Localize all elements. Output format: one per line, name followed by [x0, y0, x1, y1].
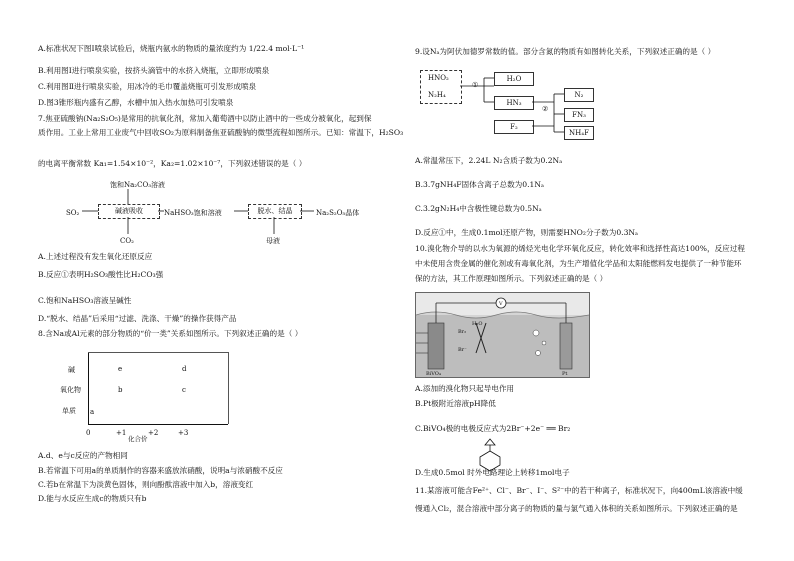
br2-label: Br₂	[458, 329, 467, 335]
q9-option-d: D.反应①中，生成0.1mol还原产物，则需要HNO₂分子数为0.3Nₐ	[415, 228, 638, 237]
flow-box-absorb: 碱液吸收	[98, 204, 160, 219]
q8-option-c: C.若b在常温下为淡黄色固体，则向酚酞溶液中加入b，溶液变红	[38, 480, 254, 489]
left-column	[38, 0, 404, 561]
q7-option-b: B.反应①表明H₂SO₃酸性比H₂CO₃强	[38, 270, 164, 279]
q7-option-d: D.“脱水、结晶”后采用“过滤、洗涤、干燥”的操作获得产品	[38, 314, 237, 323]
q9-flow-diagram	[420, 70, 620, 140]
q10-option-d: D.生成0.5mol 时外电路理论上转移1mol电子	[415, 468, 570, 477]
q10-figure	[415, 292, 590, 378]
q8-stem: 8.含Na或Al元素的部分物质的“价一类”关系如图所示。下列叙述正确的是（ ）	[38, 329, 303, 338]
flow9-arrows	[420, 70, 620, 140]
flow9-r1: ①	[472, 81, 479, 89]
q9-option-c: C.3.2gN₂H₄中含极性键总数为0.5Nₐ	[415, 204, 542, 213]
right-column	[415, 0, 765, 561]
q10-stem-line3: 保的方法，其工作原理如图所示。下列叙述正确的是（ ）	[415, 274, 608, 283]
x-tick-0: 0	[86, 429, 91, 437]
flow9-h2o-box: H₂O	[494, 72, 534, 86]
q9-option-b: B.3.7gNH₄F固体含离子总数为0.1Nₐ	[415, 180, 544, 189]
point-d: d	[182, 365, 187, 373]
flow-mid: NaHSO₃饱和溶液	[164, 209, 222, 217]
x-tick-1: +1	[116, 429, 127, 437]
x-tick-3: +3	[178, 429, 189, 437]
x-axis	[88, 424, 228, 425]
bivo4-label: BiVO₄	[426, 371, 441, 377]
y-label-base: 碱	[68, 366, 75, 374]
flow9-n2h4: N₂H₄	[428, 91, 446, 99]
q8-option-d: D.能与水反应生成c的物质只有b	[38, 494, 147, 503]
q8-option-b: B.若常温下可用a的单质制作的容器来盛放浓硝酸，说明a与浓硝酸不反应	[38, 466, 283, 475]
flow9-hn3-box: HN₃	[494, 96, 534, 110]
point-c: c	[182, 386, 186, 394]
q6-option-a: A.标准状况下图Ⅰ喷泉试验后，烧瓶内氨水的物质的量浓度约为 1/22.4 mol·L⁻¹	[38, 44, 305, 53]
brm-label: Br⁻	[458, 347, 467, 353]
q9-stem: 9.设Nₐ为阿伏加德罗常数的值。部分含氮的物质有如图转化关系，下列叙述正确的是（ ）	[415, 47, 716, 56]
q10-stem-line1: 10.溴化物介导的以水为氧源的烯烃光电化学环氧化反应，转化效率和选择性高达100%，反应过程	[415, 244, 745, 253]
q7-option-a: A.上述过程没有发生氧化还原反应	[38, 252, 153, 261]
q11-stem-line2: 慢通入Cl₂，混合溶液中部分离子的物质的量与氯气通入体积的关系如图所示。下列叙述正确的是	[415, 504, 738, 513]
flow-mother: 母液	[266, 237, 280, 245]
q7-stem-line3: 的电离平衡常数 Ka₁=1.54×10⁻²，Ka₂=1.02×10⁻⁷，下列叙述错误的是（ ）	[38, 159, 307, 168]
flow9-f2-box: F₂	[494, 120, 534, 134]
q7-flow-diagram	[38, 180, 393, 250]
flow9-n2-box: N₂	[564, 88, 594, 102]
y-label-element: 单质	[62, 407, 76, 415]
flow-co2: CO₂	[120, 237, 134, 245]
flow9-nh4f-box: NH₄F	[564, 126, 594, 140]
flow-box-dehydrate: 脱水、结晶	[248, 204, 302, 219]
point-e: e	[118, 365, 123, 373]
x-title: 化合价	[128, 435, 148, 443]
q10-option-c: C.BiVO₄极的电极反应式为2Br⁻+2e⁻ ══ Br₂	[415, 424, 571, 433]
y-axis	[88, 352, 89, 424]
right-border	[228, 352, 229, 424]
flow-arrows	[38, 180, 393, 250]
q8-option-a: A.d、e与c反应的产物相同	[38, 451, 128, 460]
flow9-hno2: HNO₂	[428, 74, 449, 82]
point-b: b	[118, 386, 123, 394]
top-border	[88, 352, 228, 353]
point-a: a	[90, 408, 95, 416]
flow9-r2: ②	[542, 105, 549, 113]
q6-option-c: C.利用图Ⅱ进行喷泉实验，用冰冷的毛巾覆盖烧瓶可引发形成喷泉	[38, 82, 257, 91]
h2o-label: H₂O	[472, 321, 483, 327]
q10-stem-line2: 中未使用含贵金属的催化剂或有毒氧化剂，为生产增值化学品和太阳能燃料发电提供了一种节能环	[415, 259, 742, 268]
q9-option-a: A.常温常压下，2.24L N₂含质子数为0.2Nₐ	[415, 156, 563, 165]
flow-top-label: 饱和Na₂CO₃溶液	[110, 181, 166, 189]
q7-stem-line2: 质作用。工业上常用工业废气中回收SO₂为原料制备焦亚硫酸钠的微型流程如图所示。已知：常温下，H₂SO₃	[38, 128, 404, 137]
q10-option-a: A.添加的溴化物只起导电作用	[415, 384, 515, 393]
flow-so2: SO₂	[66, 209, 80, 217]
q7-stem-line1: 7.焦亚硫酸钠(Na₂S₂O₅)是常用的抗氧化剂，常加入葡萄酒中以防止酒中的一些成分被氧化，起到保	[38, 114, 372, 123]
q8-chart	[38, 350, 238, 442]
q6-option-d: D.图3锥形瓶内盛有乙醇，水槽中加入热水加热可引发喷泉	[38, 98, 234, 107]
meter-label: V	[499, 301, 503, 307]
x-tick-2: +2	[148, 429, 159, 437]
y-label-oxide: 氧化物	[60, 386, 81, 394]
q7-option-c: C.饱和NaHSO₃溶液呈碱性	[38, 296, 132, 305]
q6-option-b: B.利用图Ⅰ进行喷泉实验，按挤头滴管中的水挤入烧瓶，立即形成喷泉	[38, 66, 270, 75]
q10-option-b: B.Pt极附近溶液pH降低	[415, 399, 496, 408]
q11-stem-line1: 11.某溶液可能含Fe²⁺、Cl⁻、Br⁻、I⁻、S²⁻中的若干种离子，标准状况下，向400mL该溶液中缓	[415, 486, 743, 495]
flow9-fn3-box: FN₃	[564, 108, 594, 122]
pt-label: Pt	[562, 371, 568, 377]
flow-product: Na₂S₂O₅晶体	[316, 209, 360, 217]
